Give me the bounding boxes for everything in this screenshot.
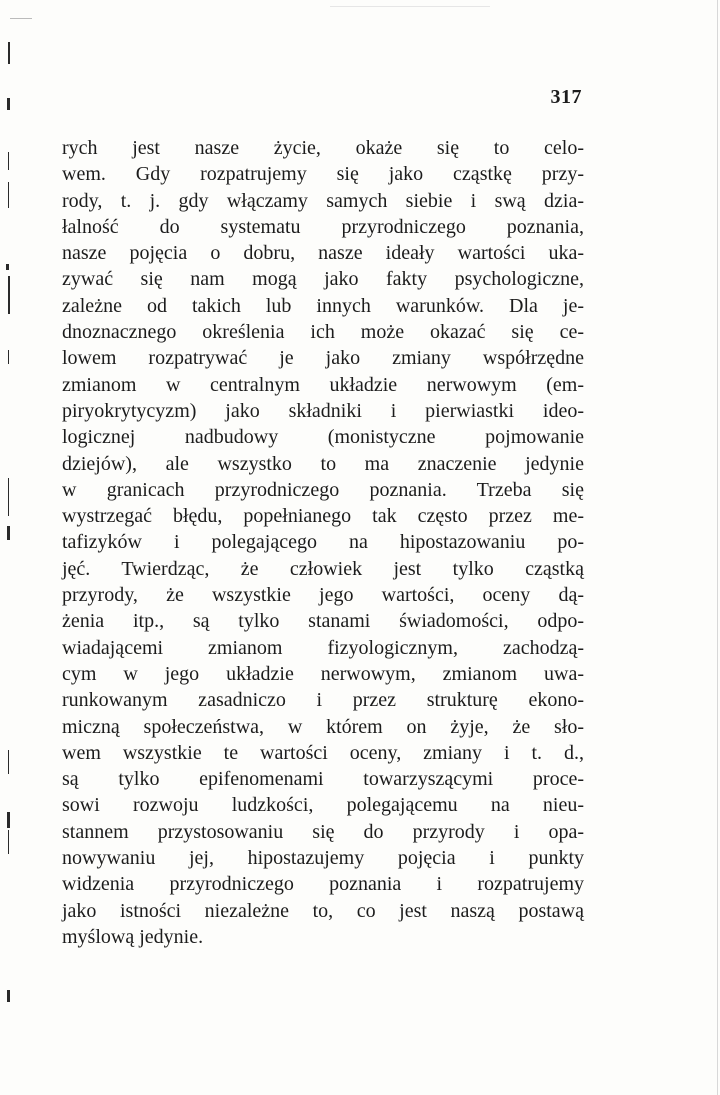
scan-speck <box>10 18 32 19</box>
text-line: myślową jedynie. <box>62 925 204 948</box>
body-text <box>62 135 584 950</box>
margin-mark <box>7 526 10 540</box>
margin-mark <box>7 812 10 828</box>
scan-speck <box>330 6 490 7</box>
text-line: rody, t. j. gdy włączamy samych siebie i swą dzia- <box>62 189 584 212</box>
text-line: wem. Gdy rozpatrujemy się jako cząstkę przy- <box>62 163 584 186</box>
margin-mark <box>8 750 9 774</box>
text-line: przyrody, że wszystkie jego wartości, oceny dą- <box>62 584 584 607</box>
text-line: dziejów), ale wszystko to ma znaczenie jedynie <box>62 452 584 475</box>
text-line: zmianom w centralnym układzie nerwowym (em- <box>62 373 584 396</box>
margin-mark <box>8 152 9 170</box>
text-line: piryokrytycyzm) jako składniki i pierwiastki ideo- <box>62 399 584 422</box>
text-line: runkowanym zasadniczo i przez strukturę ekono- <box>62 689 584 712</box>
text-line: lowem rozpatrywać je jako zmiany współrzędne <box>62 347 584 370</box>
scan-edge-line <box>717 0 718 1095</box>
text-line: nasze pojęcia o dobru, nasze ideały wartości uka- <box>62 242 584 265</box>
margin-mark <box>8 830 9 854</box>
text-line: dnoznacznego określenia ich może okazać się ce- <box>62 321 584 344</box>
text-line: rych jest nasze życie, okaże się to celo- <box>62 137 584 159</box>
text-line: zależne od takich lub innych warunków. Dla je- <box>62 294 584 317</box>
text-line: są tylko epifenomenami towarzyszącymi proce- <box>62 768 584 791</box>
margin-mark <box>8 350 9 364</box>
text-line: cym w jego układzie nerwowym, zmianom uwa- <box>62 662 584 685</box>
margin-mark <box>7 98 10 110</box>
text-line: żenia itp., są tylko stanami świadomości, odpo- <box>62 610 584 633</box>
text-line: wystrzegać błędu, popełnianego tak często przez me- <box>62 505 584 528</box>
text-line: jęć. Twierdząc, że człowiek jest tylko cząstką <box>62 557 584 580</box>
text-line: nowywaniu jej, hipostazujemy pojęcia i punkty <box>62 847 584 870</box>
margin-mark <box>6 264 9 270</box>
margin-mark <box>8 478 9 516</box>
page-number: 317 <box>550 86 582 108</box>
text-line: wiadającemi zmianom fizyologicznym, zachodzą- <box>62 636 584 659</box>
margin-mark <box>8 276 10 314</box>
margin-mark <box>8 42 10 64</box>
text-line: w granicach przyrodniczego poznania. Trzeba się <box>62 478 584 501</box>
margin-mark <box>8 182 9 208</box>
text-line: łalność do systematu przyrodniczego poznania, <box>62 215 584 238</box>
text-line: miczną społeczeństwa, w którem on żyje, że sło- <box>62 715 584 738</box>
text-line: logicznej nadbudowy (monistyczne pojmowanie <box>62 426 584 449</box>
text-line: widzenia przyrodniczego poznania i rozpatrujemy <box>62 873 584 896</box>
margin-mark <box>7 990 10 1002</box>
text-line: wem wszystkie te wartości oceny, zmiany i t. d., <box>62 741 584 764</box>
text-line: sowi rozwoju ludzkości, polegającemu na nieu- <box>62 794 584 817</box>
text-line: zywać się nam mogą jako fakty psychologiczne, <box>62 268 584 291</box>
text-line: stannem przystosowaniu się do przyrody i opa- <box>62 820 584 843</box>
text-line: jako istności niezależne to, co jest naszą postawą <box>62 899 584 922</box>
text-line: tafizyków i polegającego na hipostazowaniu po- <box>62 531 584 554</box>
